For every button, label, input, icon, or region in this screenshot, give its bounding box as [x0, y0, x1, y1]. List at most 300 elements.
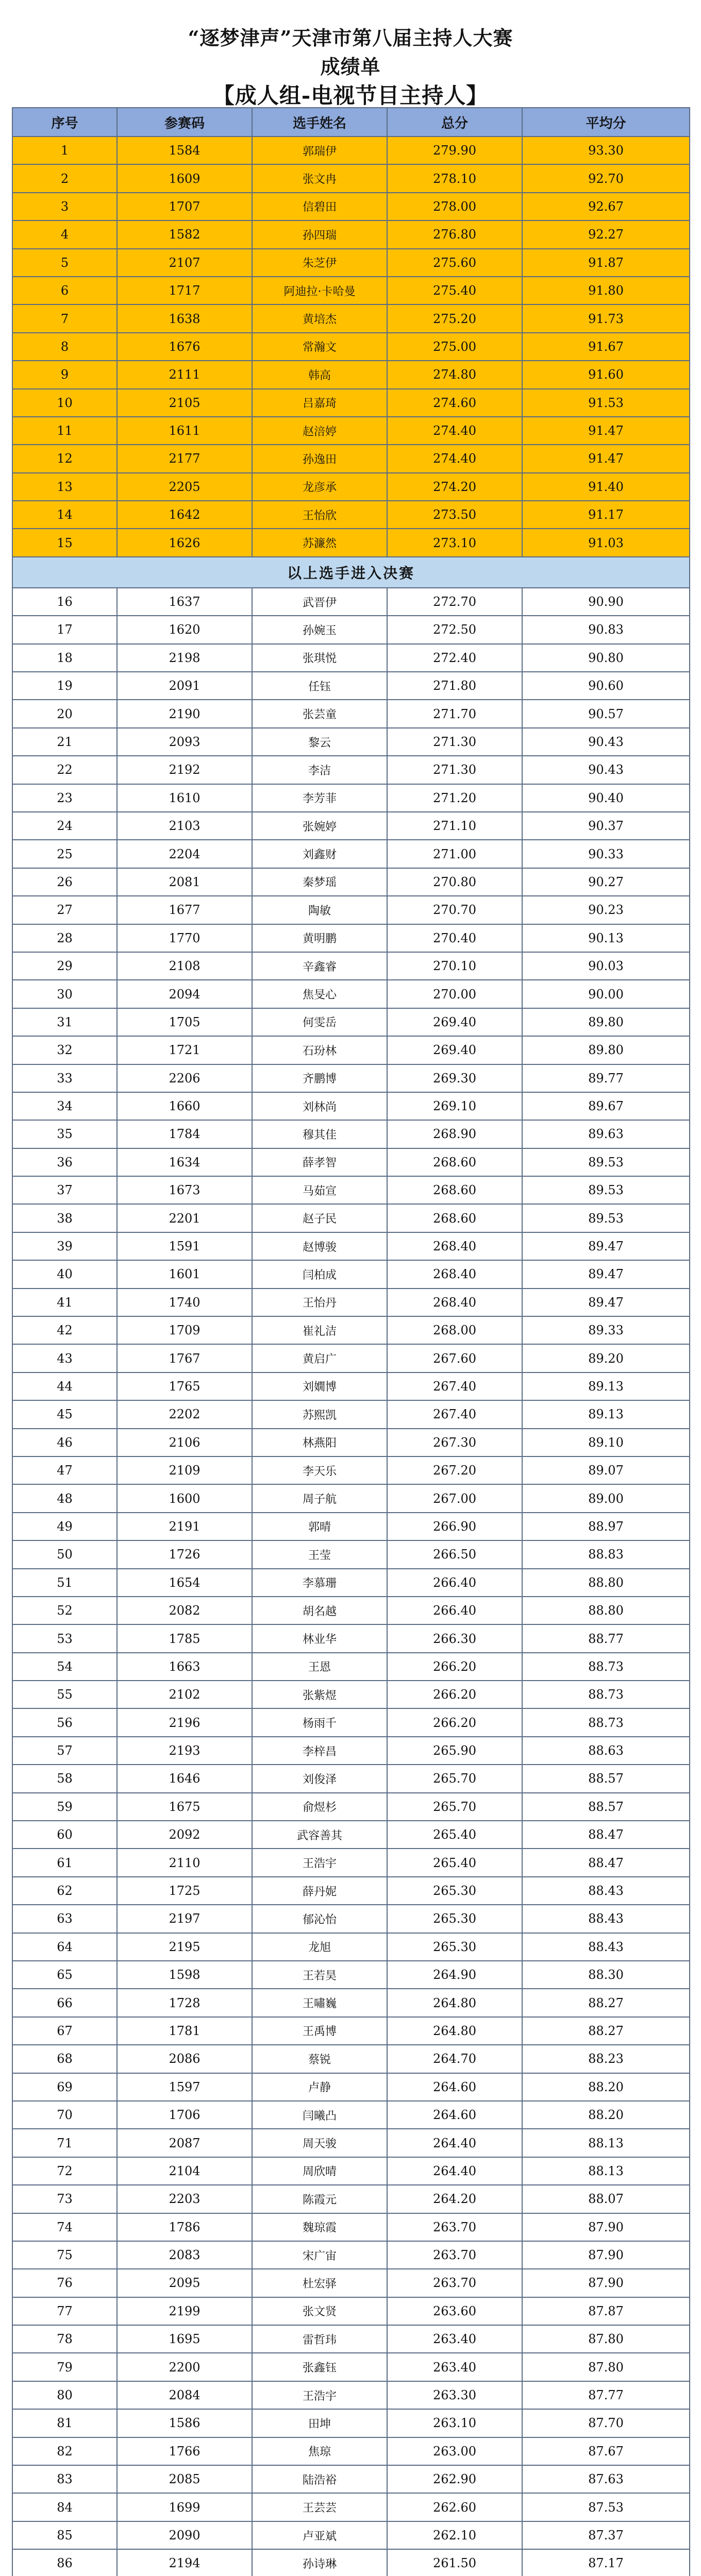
- table-row: [12, 2297, 690, 2325]
- name-cell: 齐鹏博: [252, 1064, 387, 1092]
- name-cell: 张紫煜: [252, 1681, 387, 1708]
- rank-cell: 52: [12, 1597, 117, 1624]
- table-row: [12, 1036, 690, 1064]
- name-cell: 黎云: [252, 728, 387, 756]
- table-row: [12, 304, 690, 332]
- code-cell: 1609: [117, 164, 252, 192]
- code-cell: 1717: [117, 277, 252, 304]
- total-cell: 265.70: [387, 1793, 522, 1821]
- table-row: [12, 924, 690, 952]
- table-row: [12, 1344, 690, 1372]
- code-cell: 1728: [117, 1989, 252, 2016]
- average-cell: 90.60: [522, 672, 690, 700]
- total-cell: 268.60: [387, 1148, 522, 1176]
- table-row: [12, 417, 690, 445]
- total-cell: 266.40: [387, 1569, 522, 1597]
- table-row: [12, 1989, 690, 2016]
- name-cell: 苏熙凯: [252, 1400, 387, 1428]
- table-row: [12, 1260, 690, 1288]
- code-cell: 1781: [117, 2017, 252, 2045]
- rank-cell: 11: [12, 417, 117, 445]
- table-row: [12, 2409, 690, 2437]
- total-cell: 270.70: [387, 896, 522, 924]
- name-cell: 王嘯巍: [252, 1989, 387, 2016]
- code-cell: 2104: [117, 2157, 252, 2185]
- total-cell: 271.20: [387, 784, 522, 812]
- average-cell: 89.13: [522, 1372, 690, 1400]
- code-cell: 2197: [117, 1905, 252, 1933]
- code-cell: 2192: [117, 756, 252, 784]
- code-cell: 1725: [117, 1877, 252, 1905]
- rank-cell: 4: [12, 221, 117, 248]
- total-cell: 263.70: [387, 2241, 522, 2269]
- name-cell: 王怡丹: [252, 1289, 387, 1316]
- table-row: [12, 1176, 690, 1204]
- code-cell: 1765: [117, 1372, 252, 1400]
- average-cell: 87.90: [522, 2269, 690, 2297]
- name-cell: 张琪悦: [252, 644, 387, 672]
- rank-cell: 2: [12, 164, 117, 192]
- rank-cell: 55: [12, 1681, 117, 1708]
- average-cell: 88.13: [522, 2129, 690, 2157]
- rank-cell: 8: [12, 333, 117, 361]
- table-row: [12, 277, 690, 304]
- total-cell: 266.20: [387, 1681, 522, 1708]
- average-cell: 89.47: [522, 1289, 690, 1316]
- name-cell: 王若昊: [252, 1961, 387, 1989]
- rank-cell: 36: [12, 1148, 117, 1176]
- code-cell: 1611: [117, 417, 252, 445]
- rank-cell: 38: [12, 1204, 117, 1232]
- name-cell: 苏濂然: [252, 529, 387, 556]
- total-cell: 264.60: [387, 2101, 522, 2129]
- code-cell: 1709: [117, 1316, 252, 1344]
- code-cell: 1660: [117, 1092, 252, 1120]
- total-cell: 271.00: [387, 840, 522, 868]
- rank-cell: 66: [12, 1989, 117, 2016]
- code-cell: 2090: [117, 2521, 252, 2549]
- rank-cell: 82: [12, 2437, 117, 2465]
- rank-cell: 74: [12, 2213, 117, 2241]
- table-row: [12, 1961, 690, 1989]
- rank-cell: 40: [12, 1260, 117, 1288]
- total-cell: 278.10: [387, 164, 522, 192]
- name-cell: 俞煜杉: [252, 1793, 387, 1821]
- code-cell: 1705: [117, 1008, 252, 1036]
- table-row: [12, 164, 690, 192]
- rank-cell: 32: [12, 1036, 117, 1064]
- total-cell: 269.30: [387, 1064, 522, 1092]
- code-cell: 2102: [117, 1681, 252, 1708]
- total-cell: 270.10: [387, 952, 522, 980]
- code-cell: 2191: [117, 1513, 252, 1540]
- name-cell: 马茹宣: [252, 1176, 387, 1204]
- code-cell: 2105: [117, 389, 252, 417]
- total-cell: 265.40: [387, 1849, 522, 1876]
- rank-cell: 41: [12, 1289, 117, 1316]
- rank-cell: 21: [12, 728, 117, 756]
- average-cell: 88.80: [522, 1569, 690, 1597]
- code-cell: 1740: [117, 1289, 252, 1316]
- code-cell: 1770: [117, 924, 252, 952]
- table-row: [12, 1849, 690, 1876]
- average-cell: 89.80: [522, 1036, 690, 1064]
- table-row: [12, 644, 690, 672]
- table-row: [12, 1429, 690, 1456]
- rank-cell: 84: [12, 2493, 117, 2521]
- name-cell: 张文贤: [252, 2297, 387, 2325]
- rank-cell: 13: [12, 473, 117, 501]
- average-cell: 90.33: [522, 840, 690, 868]
- table-row: [12, 2437, 690, 2465]
- table-row: [12, 1316, 690, 1344]
- table-row: [12, 2381, 690, 2409]
- table-row: [12, 1597, 690, 1624]
- average-cell: 87.90: [522, 2241, 690, 2269]
- rank-cell: 45: [12, 1400, 117, 1428]
- code-cell: 1584: [117, 137, 252, 164]
- average-cell: 90.90: [522, 588, 690, 616]
- name-cell: 李芳菲: [252, 784, 387, 812]
- code-cell: 1786: [117, 2213, 252, 2241]
- header-rank: 序号: [12, 108, 117, 137]
- total-cell: 271.70: [387, 700, 522, 727]
- total-cell: 266.50: [387, 1540, 522, 1568]
- table-row: [12, 1204, 690, 1232]
- name-cell: 黄培杰: [252, 304, 387, 332]
- name-cell: 张文冉: [252, 164, 387, 192]
- code-cell: 2082: [117, 1597, 252, 1624]
- average-cell: 91.03: [522, 529, 690, 556]
- rank-cell: 42: [12, 1316, 117, 1344]
- average-cell: 89.13: [522, 1400, 690, 1428]
- table-row: [12, 445, 690, 472]
- average-cell: 88.83: [522, 1540, 690, 1568]
- rank-cell: 14: [12, 501, 117, 529]
- average-cell: 87.70: [522, 2409, 690, 2437]
- average-cell: 87.67: [522, 2437, 690, 2465]
- rank-cell: 16: [12, 588, 117, 616]
- total-cell: 275.20: [387, 304, 522, 332]
- name-cell: 郭瑞伊: [252, 137, 387, 164]
- code-cell: 1677: [117, 896, 252, 924]
- name-cell: 宋广宙: [252, 2241, 387, 2269]
- code-cell: 2111: [117, 361, 252, 388]
- rank-cell: 67: [12, 2017, 117, 2045]
- total-cell: 271.30: [387, 728, 522, 756]
- code-cell: 1766: [117, 2437, 252, 2465]
- name-cell: 焦旻心: [252, 980, 387, 1008]
- code-cell: 2193: [117, 1737, 252, 1765]
- total-cell: 269.10: [387, 1092, 522, 1120]
- name-cell: 赵涪婷: [252, 417, 387, 445]
- code-cell: 1638: [117, 304, 252, 332]
- code-cell: 2205: [117, 473, 252, 501]
- rank-cell: 51: [12, 1569, 117, 1597]
- name-cell: 薛丹妮: [252, 1877, 387, 1905]
- code-cell: 1676: [117, 333, 252, 361]
- code-cell: 2086: [117, 2045, 252, 2073]
- name-cell: 郁沁怡: [252, 1905, 387, 1933]
- code-cell: 1642: [117, 501, 252, 529]
- table-row: [12, 1569, 690, 1597]
- rank-cell: 86: [12, 2549, 117, 2576]
- code-cell: 1784: [117, 1120, 252, 1148]
- table-row: [12, 193, 690, 221]
- average-cell: 90.03: [522, 952, 690, 980]
- total-cell: 271.80: [387, 672, 522, 700]
- total-cell: 272.40: [387, 644, 522, 672]
- rank-cell: 63: [12, 1905, 117, 1933]
- rank-cell: 46: [12, 1429, 117, 1456]
- rank-cell: 60: [12, 1821, 117, 1849]
- name-cell: 杨雨千: [252, 1708, 387, 1736]
- total-cell: 274.20: [387, 473, 522, 501]
- code-cell: 1785: [117, 1624, 252, 1652]
- code-cell: 1707: [117, 193, 252, 221]
- average-cell: 92.67: [522, 193, 690, 221]
- total-cell: 266.40: [387, 1597, 522, 1624]
- code-cell: 2092: [117, 1821, 252, 1849]
- total-cell: 265.30: [387, 1933, 522, 1961]
- code-cell: 1586: [117, 2409, 252, 2437]
- rank-cell: 57: [12, 1737, 117, 1765]
- rank-cell: 59: [12, 1793, 117, 1821]
- total-cell: 270.40: [387, 924, 522, 952]
- total-cell: 266.20: [387, 1653, 522, 1681]
- table-row: [12, 1232, 690, 1260]
- header-name: 选手姓名: [252, 108, 387, 137]
- code-cell: 1767: [117, 1344, 252, 1372]
- rank-cell: 33: [12, 1064, 117, 1092]
- category-title: 【成人组-电视节目主持人】: [212, 83, 489, 108]
- code-cell: 1610: [117, 784, 252, 812]
- code-cell: 2200: [117, 2353, 252, 2381]
- rank-cell: 85: [12, 2521, 117, 2549]
- name-cell: 孙婉玉: [252, 616, 387, 643]
- table-row: [12, 2493, 690, 2521]
- total-cell: 279.90: [387, 137, 522, 164]
- average-cell: 90.40: [522, 784, 690, 812]
- rank-cell: 50: [12, 1540, 117, 1568]
- header-row: [12, 108, 690, 137]
- code-cell: 1675: [117, 1793, 252, 1821]
- name-cell: 卢静: [252, 2073, 387, 2101]
- average-cell: 88.97: [522, 1513, 690, 1540]
- rank-cell: 34: [12, 1092, 117, 1120]
- average-cell: 90.57: [522, 700, 690, 727]
- table-row: [12, 1456, 690, 1484]
- average-cell: 92.27: [522, 221, 690, 248]
- table-row: [12, 1484, 690, 1512]
- table-row: [12, 1765, 690, 1792]
- table-row: [12, 2045, 690, 2073]
- average-cell: 91.67: [522, 333, 690, 361]
- rank-cell: 10: [12, 389, 117, 417]
- name-cell: 李梓昌: [252, 1737, 387, 1765]
- contest-title: “逐梦津声”天津市第八届主持人大赛: [188, 26, 513, 49]
- rank-cell: 28: [12, 924, 117, 952]
- total-cell: 264.90: [387, 1961, 522, 1989]
- average-cell: 91.47: [522, 417, 690, 445]
- table-row: [12, 868, 690, 896]
- table-row: [12, 333, 690, 361]
- average-cell: 89.80: [522, 1008, 690, 1036]
- total-cell: 263.00: [387, 2437, 522, 2465]
- average-cell: 87.80: [522, 2325, 690, 2353]
- rank-cell: 9: [12, 361, 117, 388]
- total-cell: 267.00: [387, 1484, 522, 1512]
- table-header: [12, 108, 690, 137]
- name-cell: 胡名越: [252, 1597, 387, 1624]
- code-cell: 1721: [117, 1036, 252, 1064]
- code-cell: 1601: [117, 1260, 252, 1288]
- code-cell: 1582: [117, 221, 252, 248]
- name-cell: 武晋伊: [252, 588, 387, 616]
- total-cell: 267.40: [387, 1372, 522, 1400]
- rank-cell: 25: [12, 840, 117, 868]
- code-cell: 1699: [117, 2493, 252, 2521]
- table-row: [12, 2465, 690, 2493]
- table-row: [12, 249, 690, 277]
- name-cell: 张芸童: [252, 700, 387, 727]
- rank-cell: 76: [12, 2269, 117, 2297]
- table-row: [12, 1289, 690, 1316]
- name-cell: 田坤: [252, 2409, 387, 2437]
- rank-cell: 58: [12, 1765, 117, 1792]
- total-cell: 270.00: [387, 980, 522, 1008]
- code-cell: 1726: [117, 1540, 252, 1568]
- name-cell: 李慕珊: [252, 1569, 387, 1597]
- table-row: [12, 361, 690, 388]
- table-row: [12, 700, 690, 727]
- total-cell: 265.30: [387, 1905, 522, 1933]
- name-cell: 阿迪拉·卡哈曼: [252, 277, 387, 304]
- table-row: [12, 137, 690, 164]
- average-cell: 89.00: [522, 1484, 690, 1512]
- name-cell: 杜宏驿: [252, 2269, 387, 2297]
- average-cell: 89.67: [522, 1092, 690, 1120]
- average-cell: 89.20: [522, 1344, 690, 1372]
- code-cell: 1654: [117, 1569, 252, 1597]
- rank-cell: 80: [12, 2381, 117, 2409]
- average-cell: 88.23: [522, 2045, 690, 2073]
- table-row: [12, 980, 690, 1008]
- rank-cell: 77: [12, 2297, 117, 2325]
- rank-cell: 70: [12, 2101, 117, 2129]
- rank-cell: 35: [12, 1120, 117, 1148]
- code-cell: 2084: [117, 2381, 252, 2409]
- total-cell: 268.40: [387, 1260, 522, 1288]
- rank-cell: 54: [12, 1653, 117, 1681]
- average-cell: 88.47: [522, 1821, 690, 1849]
- name-cell: 张婉婷: [252, 812, 387, 840]
- rank-cell: 83: [12, 2465, 117, 2493]
- average-cell: 88.43: [522, 1933, 690, 1961]
- total-cell: 268.40: [387, 1232, 522, 1260]
- table-row: [12, 728, 690, 756]
- total-cell: 275.00: [387, 333, 522, 361]
- code-cell: 2091: [117, 672, 252, 700]
- table-row: [12, 756, 690, 784]
- table-row: [12, 473, 690, 501]
- table-row: [12, 784, 690, 812]
- name-cell: 魏琼霞: [252, 2213, 387, 2241]
- rank-cell: 78: [12, 2325, 117, 2353]
- total-cell: 268.60: [387, 1204, 522, 1232]
- name-cell: 孙诗琳: [252, 2549, 387, 2576]
- total-cell: 265.30: [387, 1877, 522, 1905]
- rank-cell: 6: [12, 277, 117, 304]
- name-cell: 李洁: [252, 756, 387, 784]
- average-cell: 88.07: [522, 2185, 690, 2213]
- total-cell: 272.50: [387, 616, 522, 643]
- total-cell: 265.90: [387, 1737, 522, 1765]
- total-cell: 264.80: [387, 1989, 522, 2016]
- name-cell: 陈霞元: [252, 2185, 387, 2213]
- average-cell: 91.17: [522, 501, 690, 529]
- code-cell: 2194: [117, 2549, 252, 2576]
- average-cell: 91.80: [522, 277, 690, 304]
- table-row: [12, 840, 690, 868]
- name-cell: 闫柏成: [252, 1260, 387, 1288]
- average-cell: 87.77: [522, 2381, 690, 2409]
- rank-cell: 49: [12, 1513, 117, 1540]
- code-cell: 2107: [117, 249, 252, 277]
- total-cell: 261.50: [387, 2549, 522, 2576]
- name-cell: 辛鑫睿: [252, 952, 387, 980]
- table-row: [12, 1905, 690, 1933]
- total-cell: 263.30: [387, 2381, 522, 2409]
- total-cell: 273.50: [387, 501, 522, 529]
- total-cell: 274.60: [387, 389, 522, 417]
- average-cell: 88.20: [522, 2101, 690, 2129]
- table-body: [12, 137, 690, 2576]
- name-cell: 刘林尚: [252, 1092, 387, 1120]
- code-cell: 2109: [117, 1456, 252, 1484]
- rank-cell: 53: [12, 1624, 117, 1652]
- name-cell: 陆浩裕: [252, 2465, 387, 2493]
- total-cell: 268.90: [387, 1120, 522, 1148]
- code-cell: 1597: [117, 2073, 252, 2101]
- average-cell: 88.77: [522, 1624, 690, 1652]
- table-row: [12, 1148, 690, 1176]
- name-cell: 蔡锐: [252, 2045, 387, 2073]
- code-cell: 2108: [117, 952, 252, 980]
- total-cell: 263.60: [387, 2297, 522, 2325]
- name-cell: 赵博骏: [252, 1232, 387, 1260]
- average-cell: 87.90: [522, 2213, 690, 2241]
- total-cell: 264.80: [387, 2017, 522, 2045]
- code-cell: 1646: [117, 1765, 252, 1792]
- score-table: [12, 107, 690, 2576]
- code-cell: 2106: [117, 1429, 252, 1456]
- average-cell: 90.80: [522, 644, 690, 672]
- table-row: [12, 2129, 690, 2157]
- average-cell: 91.40: [522, 473, 690, 501]
- rank-cell: 81: [12, 2409, 117, 2437]
- table-row: [12, 2241, 690, 2269]
- code-cell: 1634: [117, 1148, 252, 1176]
- total-cell: 264.70: [387, 2045, 522, 2073]
- name-cell: 王浩宇: [252, 1849, 387, 1876]
- average-cell: 91.60: [522, 361, 690, 388]
- total-cell: 263.40: [387, 2353, 522, 2381]
- name-cell: 周子航: [252, 1484, 387, 1512]
- code-cell: 1591: [117, 1232, 252, 1260]
- rank-cell: 37: [12, 1176, 117, 1204]
- header-total: 总分: [387, 108, 522, 137]
